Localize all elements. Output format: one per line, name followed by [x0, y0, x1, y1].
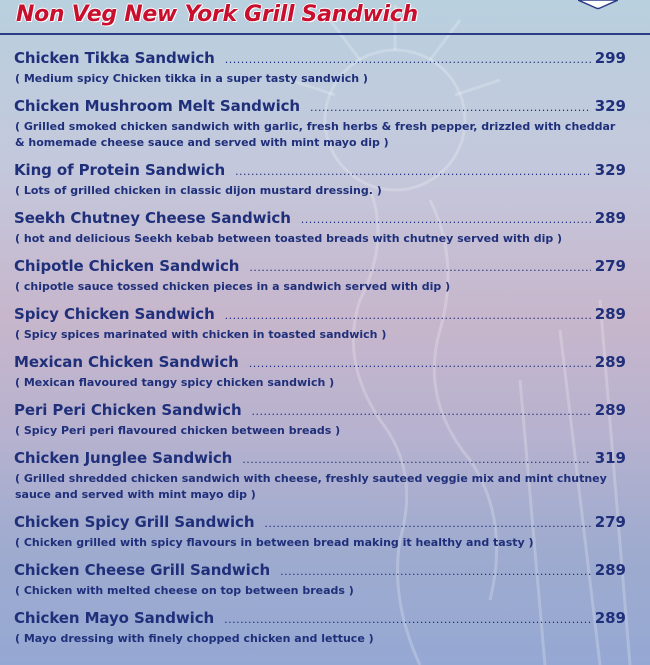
- item-name: Spicy Chicken Sandwich: [14, 305, 215, 323]
- item-name: Peri Peri Chicken Sandwich: [14, 401, 242, 419]
- item-price: 319: [594, 449, 626, 467]
- dot-leader: [235, 165, 591, 178]
- item-name: Chicken Tikka Sandwich: [14, 49, 215, 67]
- menu-item: [14, 561, 628, 609]
- item-price: 279: [594, 257, 626, 275]
- dot-leader: [264, 517, 590, 530]
- item-price: 299: [594, 49, 626, 67]
- item-description: ( chipotle sauce tossed chicken pieces in a sandwich served with dip ): [15, 280, 451, 293]
- item-name: Chicken Mayo Sandwich: [14, 609, 215, 627]
- item-description: ( Spicy spices marinated with chicken in toasted sandwich ): [15, 328, 387, 341]
- menu-item: [14, 305, 628, 353]
- item-description: ( Chicken with melted cheese on top between breads ): [15, 584, 354, 597]
- dot-leader: [301, 213, 591, 226]
- item-price: 289: [594, 209, 626, 227]
- item-name: Chipotle Chicken Sandwich: [14, 257, 240, 275]
- item-description: ( Mayo dressing with finely chopped chicken and lettuce ): [15, 632, 374, 645]
- dot-leader: [242, 453, 590, 466]
- item-name: Mexican Chicken Sandwich: [14, 353, 239, 371]
- item-description: ( Grilled shredded chicken sandwich with cheese, freshly sauteed veggie mix and mint chutney sauce and served with mint mayo dip ): [15, 472, 607, 501]
- dot-leader: [252, 405, 591, 418]
- item-price: 279: [594, 513, 626, 531]
- dot-leader: [225, 309, 591, 322]
- menu-item: [14, 353, 628, 401]
- item-description: ( Lots of grilled chicken in classic dijon mustard dressing. ): [15, 184, 382, 197]
- item-price: 289: [594, 561, 626, 579]
- menu-item: [14, 97, 628, 161]
- dot-leader: [225, 53, 591, 66]
- item-name: King of Protein Sandwich: [14, 161, 226, 179]
- menu-item: [14, 161, 628, 209]
- item-name: Chicken Cheese Grill Sandwich: [14, 561, 271, 579]
- menu-item: [14, 257, 628, 305]
- item-name: Seekh Chutney Cheese Sandwich: [14, 209, 291, 227]
- item-price: 289: [594, 401, 626, 419]
- item-name: Chicken Spicy Grill Sandwich: [14, 513, 255, 531]
- menu-item: [14, 49, 628, 97]
- dot-leader: [280, 565, 591, 578]
- item-description: ( Mexican flavoured tangy spicy chicken sandwich ): [15, 376, 335, 389]
- menu-list: [14, 49, 628, 657]
- title-divider: [0, 33, 650, 35]
- dot-leader: [249, 357, 591, 370]
- dot-leader: [249, 261, 590, 274]
- menu-item: [14, 401, 628, 449]
- dot-leader: [224, 613, 591, 626]
- item-description: ( Medium spicy Chicken tikka in a super tasty sandwich ): [15, 72, 368, 85]
- item-price: 289: [594, 609, 626, 627]
- menu-item: [14, 609, 628, 657]
- item-price: 289: [594, 305, 626, 323]
- item-description: ( Spicy Peri peri flavoured chicken between breads ): [15, 424, 341, 437]
- item-name: Chicken Junglee Sandwich: [14, 449, 233, 467]
- page-title: Non Veg New York Grill Sandwich: [16, 2, 418, 27]
- item-name: Chicken Mushroom Melt Sandwich: [14, 97, 300, 115]
- corner-emblem-icon: [578, 0, 618, 10]
- item-price: 289: [594, 353, 626, 371]
- item-description: ( hot and delicious Seekh kebab between toasted breads with chutney served with dip ): [15, 232, 563, 245]
- dot-leader: [310, 101, 591, 114]
- menu-item: [14, 449, 628, 513]
- item-description: ( Grilled smoked chicken sandwich with garlic, fresh herbs & fresh pepper, drizzled with cheddar & homemade cheese sauce and served with mint mayo dip ): [15, 120, 616, 149]
- menu-item: [14, 513, 628, 561]
- item-price: 329: [594, 161, 626, 179]
- item-price: 329: [594, 97, 626, 115]
- menu-item: [14, 209, 628, 257]
- item-description: ( Chicken grilled with spicy flavours in between bread making it healthy and tasty ): [15, 536, 534, 549]
